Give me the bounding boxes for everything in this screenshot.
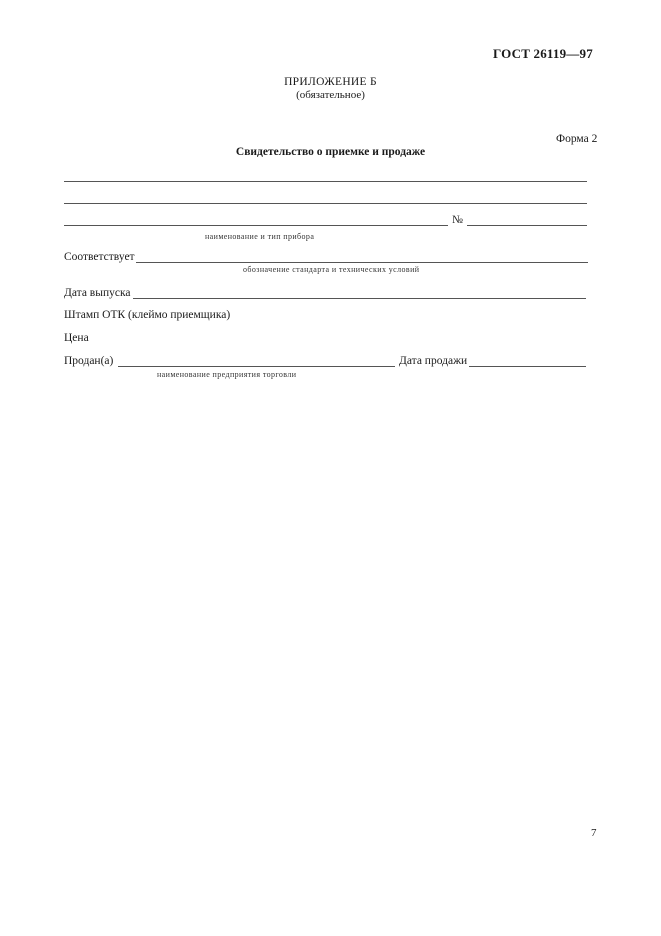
device-name-line[interactable] bbox=[64, 225, 448, 226]
sale-date-label: Дата продажи bbox=[399, 355, 468, 367]
conforms-label: Соответствует bbox=[64, 251, 135, 263]
release-date-line[interactable] bbox=[133, 298, 586, 299]
annex-title: ПРИЛОЖЕНИЕ Б bbox=[284, 76, 377, 88]
conforms-caption: обозначение стандарта и технических условий bbox=[243, 265, 420, 274]
annex-subtitle: (обязательное) bbox=[296, 89, 365, 101]
price-label: Цена bbox=[64, 332, 89, 344]
blank-line-1[interactable] bbox=[64, 181, 587, 182]
device-number-line[interactable] bbox=[467, 225, 587, 226]
sold-caption: наименование предприятия торговли bbox=[157, 370, 297, 379]
sale-date-line[interactable] bbox=[469, 366, 586, 367]
sold-label: Продан(а) bbox=[64, 355, 114, 367]
document-code: ГОСТ 26119—97 bbox=[493, 46, 593, 61]
number-sign: № bbox=[452, 214, 463, 226]
release-date-label: Дата выпуска bbox=[64, 287, 131, 299]
page-number: 7 bbox=[591, 827, 597, 839]
blank-line-2[interactable] bbox=[64, 203, 587, 204]
sold-by-line[interactable] bbox=[118, 366, 395, 367]
conforms-line[interactable] bbox=[136, 262, 588, 263]
device-caption: наименование и тип прибора bbox=[205, 232, 315, 241]
certificate-title: Свидетельство о приемке и продаже bbox=[235, 146, 426, 158]
stamp-label: Штамп ОТК (клеймо приемщика) bbox=[64, 309, 231, 321]
form-number: Форма 2 bbox=[556, 133, 598, 145]
